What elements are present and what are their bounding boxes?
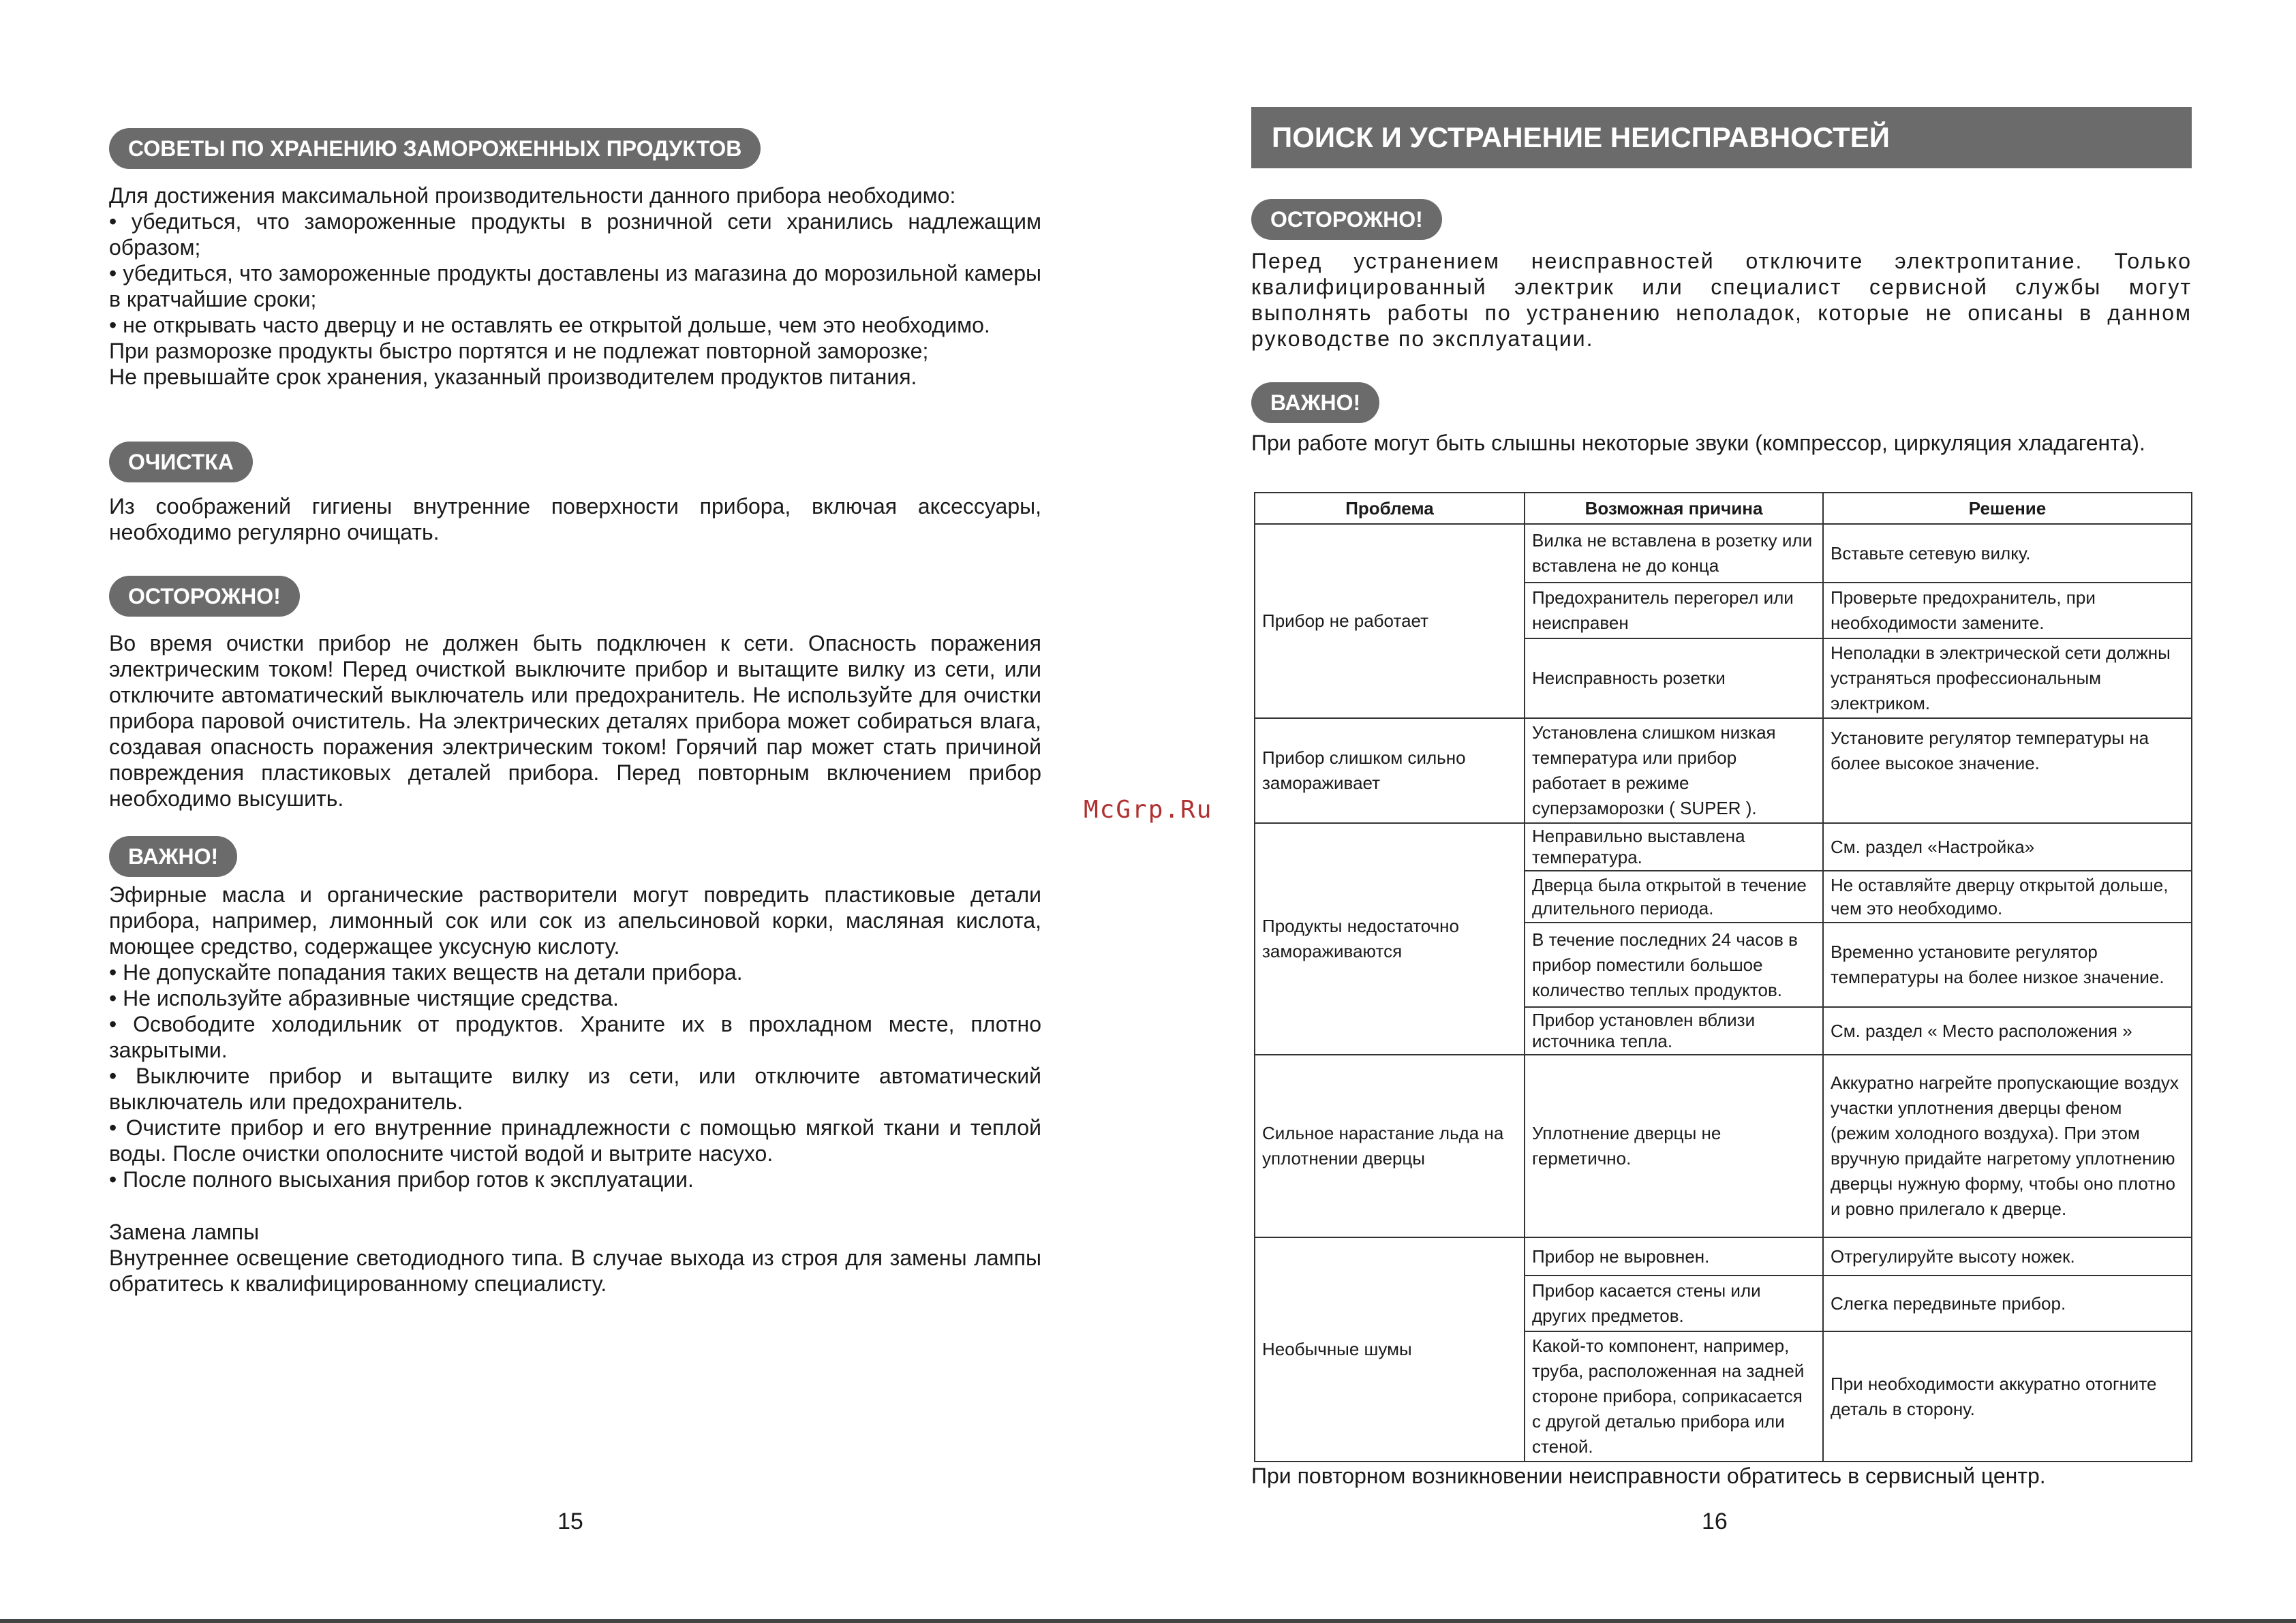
storage-line: Для достижения максимальной производительности данного прибора необходимо: (109, 183, 956, 208)
caution-heading-right: ОСТОРОЖНО! (1251, 199, 1442, 240)
table-header-row (1255, 493, 2192, 524)
page-number-left: 15 (557, 1509, 583, 1534)
solution-cell: Слегка передвиньте прибор. (1823, 1276, 2192, 1331)
solution-cell: Проверьте предохранитель, при необходимости замените. (1823, 583, 2192, 638)
troubleshooting-table (1254, 492, 2192, 1462)
solution-cell: Отрегулируйте высоту ножек. (1823, 1237, 2192, 1276)
important-line: • Освободите холодильник от продуктов. Храните их в прохладном месте, плотно закрытыми. (109, 1012, 1041, 1062)
important-heading: ВАЖНО! (109, 836, 237, 877)
lamp-title: Замена лампы (109, 1220, 260, 1244)
storage-line: • не открывать часто дверцу и не оставлять ее открытой дольше, чем это необходимо. (109, 313, 990, 337)
storage-text (109, 183, 1041, 390)
important-line: • После полного высыхания прибор готов к эксплуатации. (109, 1167, 694, 1192)
table-row (1255, 1237, 2192, 1276)
cause-cell: Неправильно выставлена температура. (1525, 823, 1823, 871)
solution-cell: Временно установите регулятор температуры на более низкое значение. (1823, 923, 2192, 1007)
storage-heading: СОВЕТЫ ПО ХРАНЕНИЮ ЗАМОРОЖЕННЫХ ПРОДУКТОВ (109, 128, 761, 169)
storage-line: • убедиться, что замороженные продукты в розничной сети хранились надлежащим образом; (109, 209, 1041, 260)
troubleshooting-banner: ПОИСК И УСТРАНЕНИЕ НЕИСПРАВНОСТЕЙ (1251, 107, 2192, 168)
important-line: • Не допускайте попадания таких веществ на детали прибора. (109, 960, 743, 985)
storage-line: Не превышайте срок хранения, указанный производителем продуктов питания. (109, 365, 917, 389)
important-line: • Не используйте абразивные чистящие средства. (109, 986, 619, 1010)
header-cause: Возможная причина (1525, 493, 1823, 524)
caution-text: Во время очистки прибор не должен быть подключен к сети. Опасность поражения электрическим током! Перед очисткой выключите прибор и вытащите вилку из сети, или отключите автоматический выключатель или предохранитель. Не используйте для очистки прибора паровой очиститель. На электрических деталях прибора может собираться влага, создавая опасность поражения электрическим током! Горячий пар может стать причиной повреждения пластиковых деталей прибора. Перед повторным включением прибор необходимо высушить. (109, 631, 1041, 811)
cause-cell: Вилка не вставлена в розетку или вставлена не до конца (1525, 524, 1823, 583)
important-heading-right: ВАЖНО! (1251, 382, 1379, 423)
problem-cell: Необычные шумы (1255, 1237, 1525, 1462)
important-line: • Выключите прибор и вытащите вилку из сети, или отключите автоматический выключатель или предохранитель. (109, 1064, 1041, 1114)
important-line: Эфирные масла и органические растворители могут повредить пластиковые детали прибора, например, лимонный сок или сок из апельсиновой корки, масляная кислота, моющее средство, содержащее уксусную кислоту. (109, 882, 1041, 959)
cause-cell: Неисправность розетки (1525, 638, 1823, 718)
solution-cell: Неполадки в электрической сети должны устраняться профессиональным электриком. (1823, 638, 2192, 718)
important-text (109, 882, 1041, 1192)
solution-cell: При необходимости аккуратно отогните деталь в сторону. (1823, 1331, 2192, 1462)
storage-line: При разморозке продукты быстро портятся и не подлежат повторной заморозке; (109, 339, 929, 363)
problem-cell: Сильное нарастание льда на уплотнении дверцы (1255, 1055, 1525, 1237)
lamp-section (109, 1219, 1041, 1297)
header-solution: Решение (1823, 493, 2192, 524)
solution-cell: См. раздел « Место расположения » (1823, 1007, 2192, 1055)
solution-cell: См. раздел «Настройка» (1823, 823, 2192, 871)
cause-cell: Какой-то компонент, например, труба, расположенная на задней стороне прибора, соприкасается с другой деталью прибора или стеной. (1525, 1331, 1823, 1462)
cause-cell: Предохранитель перегорел или неисправен (1525, 583, 1823, 638)
solution-cell: Аккуратно нагрейте пропускающие воздух участки уплотнения дверцы феном (режим холодного воздуха). При этом вручную придайте нагретому уплотнению дверцы нужную форму, чтобы оно плотно и ровно прилегало к дверце. (1823, 1055, 2192, 1237)
header-problem: Проблема (1255, 493, 1525, 524)
watermark: McGrp.Ru (1084, 796, 1213, 824)
solution-cell: Установите регулятор температуры на более высокое значение. (1823, 718, 2192, 823)
page-number-right: 16 (1702, 1509, 1728, 1534)
important-text-right: При работе могут быть слышны некоторые звуки (компрессор, циркуляция хладагента). (1251, 431, 2145, 455)
solution-cell: Не оставляйте дверцу открытой дольше, чем это необходимо. (1823, 871, 2192, 923)
cause-cell: Прибор не выровнен. (1525, 1237, 1823, 1276)
lamp-text: Внутреннее освещение светодиодного типа. В случае выхода из строя для замены лампы обратитесь к квалифицированному специалисту. (109, 1246, 1041, 1296)
important-line: • Очистите прибор и его внутренние принадлежности с помощью мягкой ткани и теплой воды. После очистки ополосните чистой водой и вытрите насухо. (109, 1115, 1041, 1166)
caution-heading: ОСТОРОЖНО! (109, 576, 300, 617)
cleaning-text: Из соображений гигиены внутренние поверхности прибора, включая аксессуары, необходимо регулярно очищать. (109, 494, 1041, 544)
caution-text-right: Перед устранением неисправностей отключите электропитание. Только квалифицированный электрик или специалист сервисной службы могут выполнять работы по устранению неполадок, которые не описаны в данном руководстве по эксплуатации. (1251, 249, 2192, 351)
problem-cell: Прибор не работает (1255, 524, 1525, 718)
table-row (1255, 823, 2192, 871)
cause-cell: Прибор установлен вблизи источника тепла. (1525, 1007, 1823, 1055)
cause-cell: Дверца была открытой в течение длительного периода. (1525, 871, 1823, 923)
cause-cell: Установлена слишком низкая температура или прибор работает в режиме суперзаморозки ( SUPER ). (1525, 718, 1823, 823)
service-center-note: При повторном возникновении неисправности обратитесь в сервисный центр. (1251, 1464, 2046, 1488)
problem-cell: Продукты недостаточно замораживаются (1255, 823, 1525, 1055)
table-row (1255, 524, 2192, 583)
cause-cell: Уплотнение дверцы не герметично. (1525, 1055, 1823, 1237)
table-row (1255, 1055, 2192, 1237)
bottom-rule (0, 1619, 2296, 1623)
storage-line: • убедиться, что замороженные продукты доставлены из магазина до морозильной камеры в кратчайшие сроки; (109, 261, 1041, 311)
table-row (1255, 718, 2192, 823)
solution-cell: Вставьте сетевую вилку. (1823, 524, 2192, 583)
problem-cell: Прибор слишком сильно замораживает (1255, 718, 1525, 823)
cause-cell: Прибор касается стены или других предметов. (1525, 1276, 1823, 1331)
cleaning-heading: ОЧИСТКА (109, 442, 253, 482)
cause-cell: В течение последних 24 часов в прибор поместили большое количество теплых продуктов. (1525, 923, 1823, 1007)
